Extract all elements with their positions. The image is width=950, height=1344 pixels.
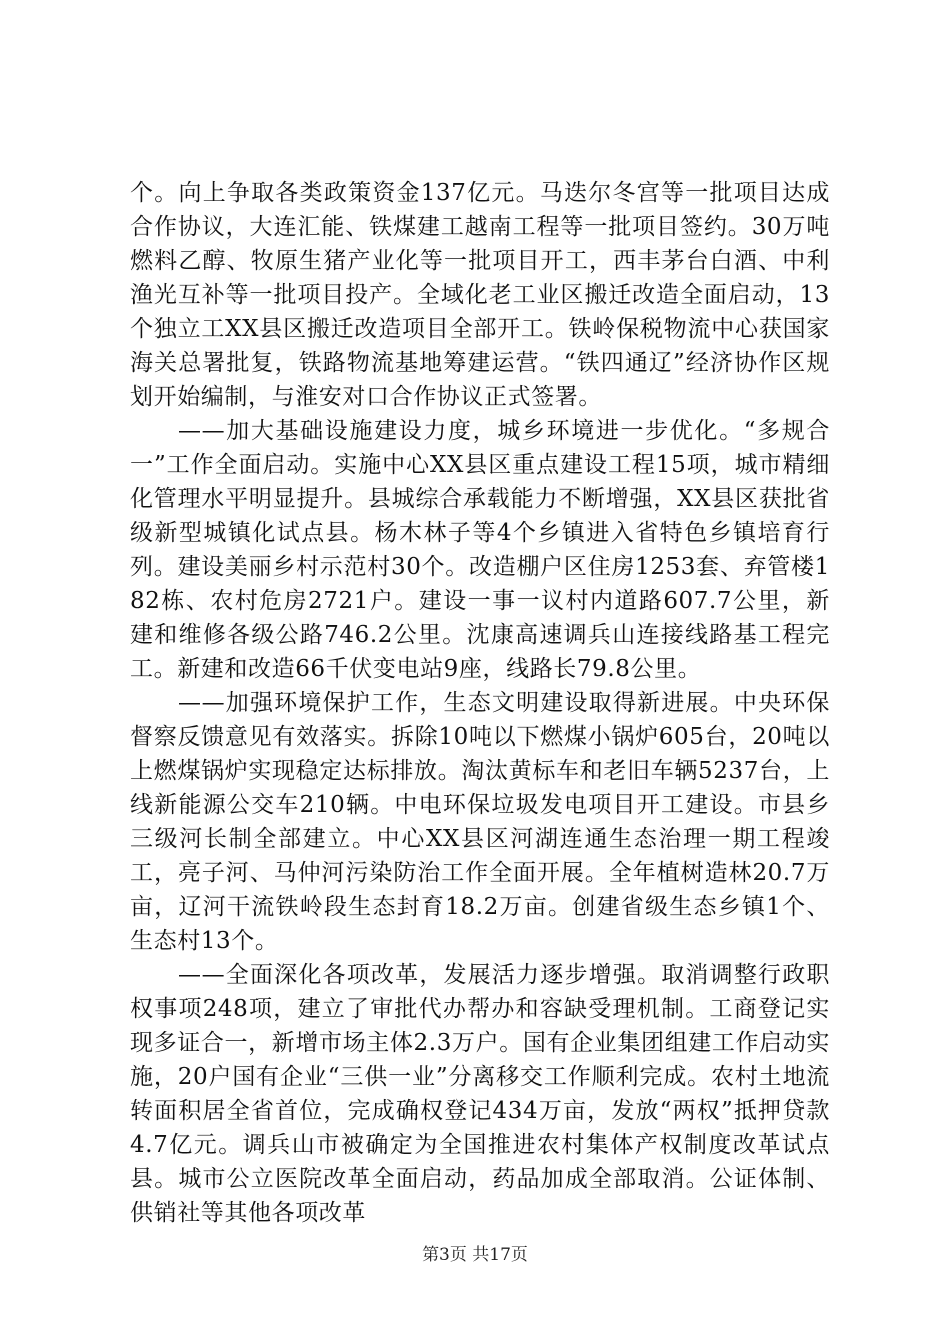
paragraph-reform: ——全面深化各项改革，发展活力逐步增强。取消调整行政职权事项248项，建立了审批代办帮办和容缺受理机制。工商登记实现多证合一，新增市场主体2.3万户。国有企业集团组建工作启动实施，20户国有企业“三供一业”分离移交工作顺利完成。农村土地流转面积居全省首位，完成确权登记434万亩，发放“两权”抵押贷款4.7亿元。调兵山市被确定为全国推进农村集体产权制度改革试点县。城市公立医院改革全面启动，药品加成全部取消。公证体制、供销社等其他各项改革 xyxy=(130,962,830,1226)
paragraph-investment: 个。向上争取各类政策资金137亿元。马迭尔冬宫等一批项目达成合作协议，大连汇能、铁煤建工越南工程等一批项目签约。30万吨燃料乙醇、牧原生猪产业化等一批项目开工，西丰茅台白酒、中利渔光互补等一批项目投产。全域化老工业区搬迁改造全面启动，13个独立工XX县区搬迁改造项目全部开工。铁岭保税物流中心获国家海关总署批复，铁路物流基地筹建运营。“铁四通辽”经济协作区规划开始编制，与淮安对口合作协议正式签署。 xyxy=(130,180,830,410)
page-number-footer: 第3页 共17页 xyxy=(422,1245,528,1265)
document-body xyxy=(130,176,830,1230)
paragraph-infrastructure: ——加大基础设施建设力度，城乡环境进一步优化。“多规合一”工作全面启动。实施中心XX县区重点建设工程15项，城市精细化管理水平明显提升。县城综合承载能力不断增强，XX县区获批省级新型城镇化试点县。杨木林子等4个乡镇进入省特色乡镇培育行列。建设美丽乡村示范村30个。改造棚户区住房1253套、弃管楼182栋、农村危房2721户。建设一事一议村内道路607.7公里，新建和维修各级公路746.2公里。沈康高速调兵山连接线路基工程完工。新建和改造66千伏变电站9座，线路长79.8公里。 xyxy=(130,418,830,682)
paragraph-environment: ——加强环境保护工作，生态文明建设取得新进展。中央环保督察反馈意见有效落实。拆除10吨以下燃煤小锅炉605台，20吨以上燃煤锅炉实现稳定达标排放。淘汰黄标车和老旧车辆5237台，上线新能源公交车210辆。中电环保垃圾发电项目开工建设。市县乡三级河长制全部建立。中心XX县区河湖连通生态治理一期工程竣工，亮子河、马仲河污染防治工作全面开展。全年植树造林20.7万亩，辽河干流铁岭段生态封育18.2万亩。创建省级生态乡镇1个、生态村13个。 xyxy=(130,690,830,954)
